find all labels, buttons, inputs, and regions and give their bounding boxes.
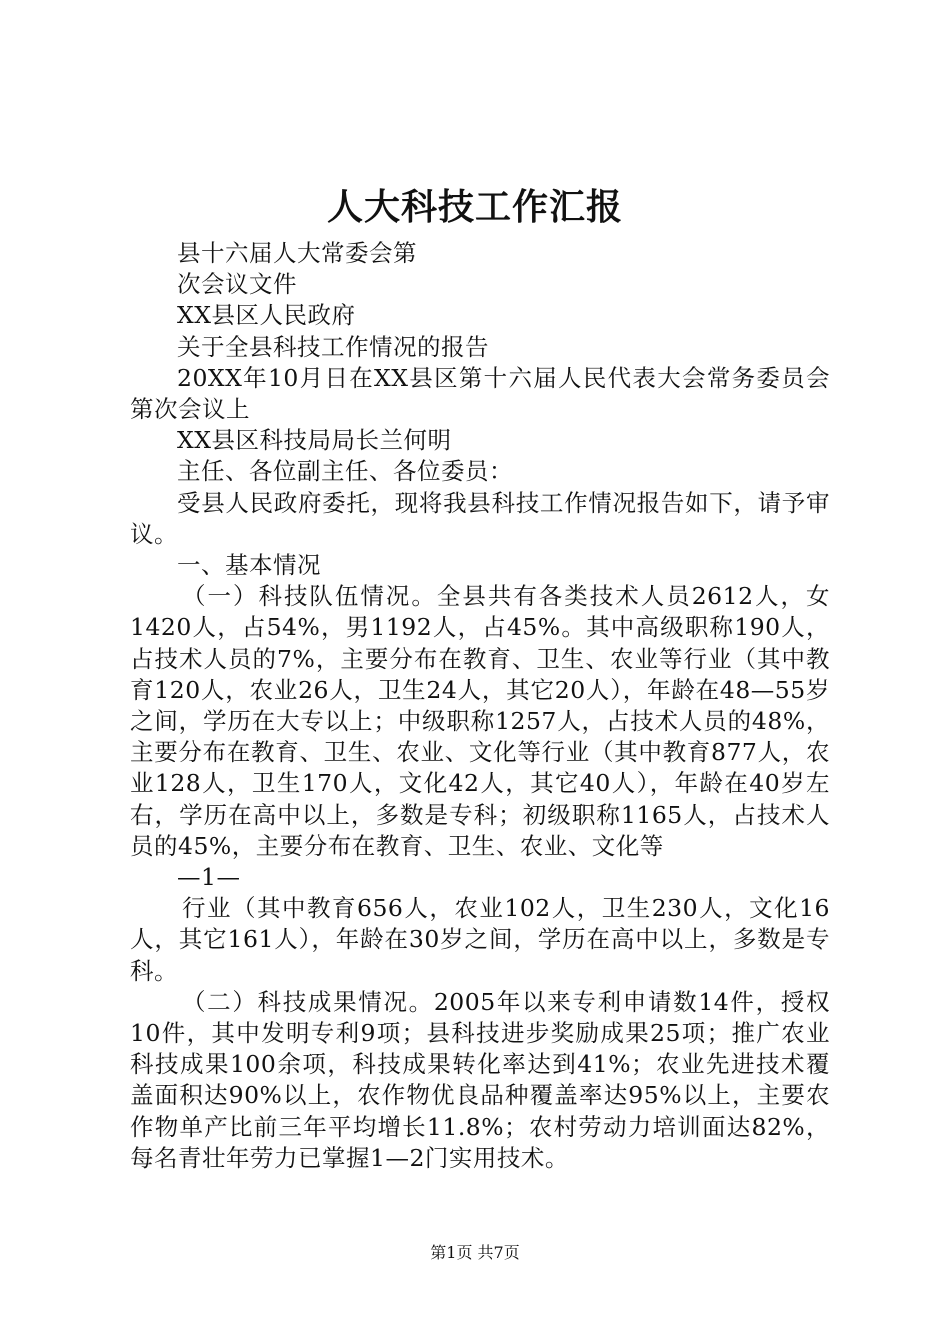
paragraph-issuer: XX县区人民政府 <box>177 301 356 330</box>
document-title: 人大科技工作汇报 <box>326 187 623 228</box>
paragraph-tech-workforce: （一）科技队伍情况。全县共有各类技术人员2612人，女1420人，占54%，男1192人，占45%。其中高级职称190人，占技术人员的7%，主要分布在教育、卫生、农业等行业（其中教育120人，农业26人，卫生24人，其它20人），年龄在48—55岁之间，学历在大专以上；中级职称1257人，占技术人员的48%，主要分布在教育、卫生、农业、文化等行业（其中教育877人，农业128人，卫生170人，文化42人，其它40人），年龄在40岁左右，学历在高中以上，多数是专科；初级职称1165人，占技术人员的45%，主要分布在教育、卫生、农业、文化等 <box>130 582 830 860</box>
paragraph-salutation: 主任、各位副主任、各位委员： <box>177 457 513 486</box>
section-heading-basic-situation: 一、基本情况 <box>177 551 321 580</box>
inline-page-number: —1— <box>177 863 241 892</box>
paragraph-meeting-line-2: 次会议文件 <box>177 270 297 299</box>
paragraph-report-title: 关于全县科技工作情况的报告 <box>177 332 489 361</box>
paragraph-reporter: XX县区科技局局长兰何明 <box>177 426 452 455</box>
paragraph-intro: 受县人民政府委托，现将我县科技工作情况报告如下，请予审议。 <box>130 488 830 548</box>
paragraph-meeting-line-1: 县十六届人大常委会第 <box>177 239 417 267</box>
paragraph-date-venue: 20XX年10月日在XX县区第十六届人民代表大会常务委员会第次会议上 <box>130 363 830 424</box>
paragraph-workforce-continued: 行业（其中教育656人，农业102人，卫生230人，文化16人，其它161人），年龄在30岁之间，学历在高中以上，多数是专科。 <box>130 894 830 985</box>
paragraph-tech-achievements: （二）科技成果情况。2005年以来专利申请数14件，授权10件，其中发明专利9项；县科技进步奖励成果25项；推广农业科技成果100余项，科技成果转化率达到41%；农业先进技术覆盖面积达90%以上，农作物优良品种覆盖率达95%以上，主要农作物单产比前三年平均增长11.8%；农村劳动力培训面达82%，每名青壮年劳力已掌握1—2门实用技术。 <box>130 987 830 1172</box>
page-footer: 第1页 共7页 <box>430 1243 520 1262</box>
document-body <box>130 238 830 1174</box>
